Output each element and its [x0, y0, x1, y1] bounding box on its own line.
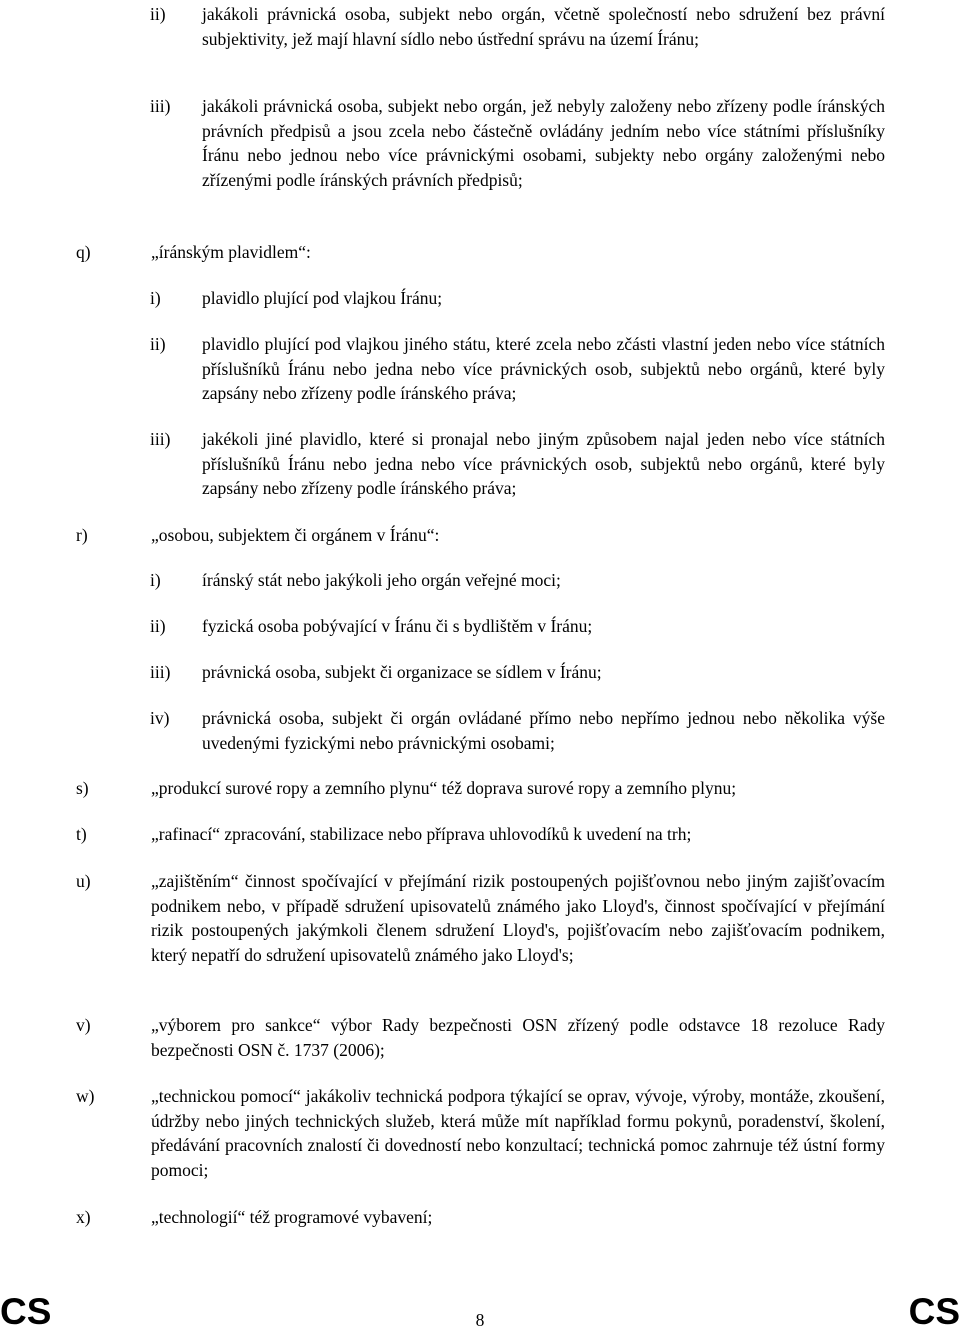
list-item	[150, 706, 885, 755]
item-text: plavidlo plující pod vlajkou jiného státu, které zcela nebo zčásti vlastní jeden nebo více státních příslušníků Íránu nebo jedna nebo více právnických osob, subjektů nebo orgánů, které byly zapsány nebo zřízeny podle íránského práva;	[202, 334, 885, 404]
definition-item	[76, 240, 885, 265]
item-marker: iii)	[150, 429, 171, 449]
definition-item	[76, 1013, 885, 1062]
item-text: fyzická osoba pobývající v Íránu či s bydlištěm v Íránu;	[202, 616, 593, 636]
item-marker: q)	[76, 242, 91, 262]
item-text: íránský stát nebo jakýkoli jeho orgán veřejné moci;	[202, 570, 561, 590]
item-marker: x)	[76, 1207, 91, 1227]
language-code-left: CS	[0, 1291, 52, 1332]
definition-item	[76, 523, 885, 548]
item-marker: t)	[76, 824, 87, 844]
item-text: „íránským plavidlem“:	[151, 242, 311, 262]
item-text: „osobou, subjektem či orgánem v Íránu“:	[151, 525, 440, 545]
item-marker: s)	[76, 778, 89, 798]
item-text: právnická osoba, subjekt či organizace se sídlem v Íránu;	[202, 662, 602, 682]
item-marker: i)	[150, 288, 161, 308]
item-text: „produkcí surové ropy a zemního plynu“ též doprava surové ropy a zemního plynu;	[151, 778, 737, 798]
item-text: „zajištěním“ činnost spočívající v přejímání rizik postoupených pojišťovnou nebo jiným zajišťovacím podnikem nebo, v případě sdružení upisovatelů známého jako Lloyd's, činnost spočívající v přejímání rizik postoupených jakýmkoli členem sdružení Lloyd's, pojišťovacím nebo zajišťovacím podnikem, který nepatří do sdružení upisovatelů známého jako Lloyd's;	[151, 871, 885, 965]
item-marker: ii)	[150, 334, 166, 354]
item-text: „technickou pomocí“ jakákoliv technická podpora týkající se oprav, vývoje, výroby, montáže, zkoušení, údržby nebo jiných technických služeb, která může mít například formu pokynů, poradenství, školení, předávání pracovních znalostí či dovedností nebo konzultací; technická pomoc zahrnuje též ústní formy pomoci;	[151, 1086, 885, 1180]
item-marker: i)	[150, 570, 161, 590]
list-item	[150, 660, 885, 685]
item-text: plavidlo plující pod vlajkou Íránu;	[202, 288, 443, 308]
list-item	[150, 427, 885, 501]
item-marker: w)	[76, 1086, 95, 1106]
item-text: právnická osoba, subjekt či orgán ovládané přímo nebo nepřímo jednou nebo několika výše uvedenými fyzickými nebo právnickými osobami;	[202, 708, 885, 753]
language-code-right: CS	[908, 1291, 960, 1332]
item-text: jakákoli právnická osoba, subjekt nebo orgán, včetně společností nebo sdružení bez právní subjektivity, jež mají hlavní sídlo nebo ústřední správu na území Íránu;	[202, 4, 885, 49]
definition-item	[76, 1084, 885, 1182]
item-marker: iii)	[150, 96, 171, 116]
item-marker: r)	[76, 525, 88, 545]
item-marker: ii)	[150, 616, 166, 636]
list-item	[150, 332, 885, 406]
definition-item	[76, 1205, 885, 1230]
item-text: jakékoli jiné plavidlo, které si pronajal nebo jiným způsobem najal jeden nebo více státních příslušníků Íránu nebo jedna nebo více právnických osob, subjektů nebo orgánů, které byly zapsány nebo zřízeny podle íránského práva;	[202, 429, 885, 499]
item-marker: v)	[76, 1015, 91, 1035]
definition-item	[76, 869, 885, 967]
item-marker: u)	[76, 871, 91, 891]
list-item	[150, 2, 885, 51]
item-marker: ii)	[150, 4, 166, 24]
item-marker: iii)	[150, 662, 171, 682]
definition-item	[76, 776, 885, 801]
list-item	[150, 568, 885, 593]
item-text: „rafinací“ zpracování, stabilizace nebo příprava uhlovodíků k uvedení na trh;	[151, 824, 692, 844]
item-text: „výborem pro sankce“ výbor Rady bezpečnosti OSN zřízený podle odstavce 18 rezoluce Rady bezpečnosti OSN č. 1737 (2006);	[151, 1015, 885, 1060]
list-item	[150, 614, 885, 639]
page-number: 8	[475, 1310, 485, 1330]
list-item	[150, 286, 885, 311]
item-marker: iv)	[150, 708, 170, 728]
item-text: „technologií“ též programové vybavení;	[151, 1207, 433, 1227]
item-text: jakákoli právnická osoba, subjekt nebo orgán, jež nebyly založeny nebo zřízeny podle íránských právních předpisů a jsou zcela nebo částečně ovládány jedním nebo více státními příslušníky Íránu nebo jednou nebo více právnickými osobami, subjekty nebo orgány založenými nebo zřízenými podle íránských právních předpisů;	[202, 96, 885, 190]
list-item	[150, 94, 885, 192]
definition-item	[76, 822, 885, 847]
